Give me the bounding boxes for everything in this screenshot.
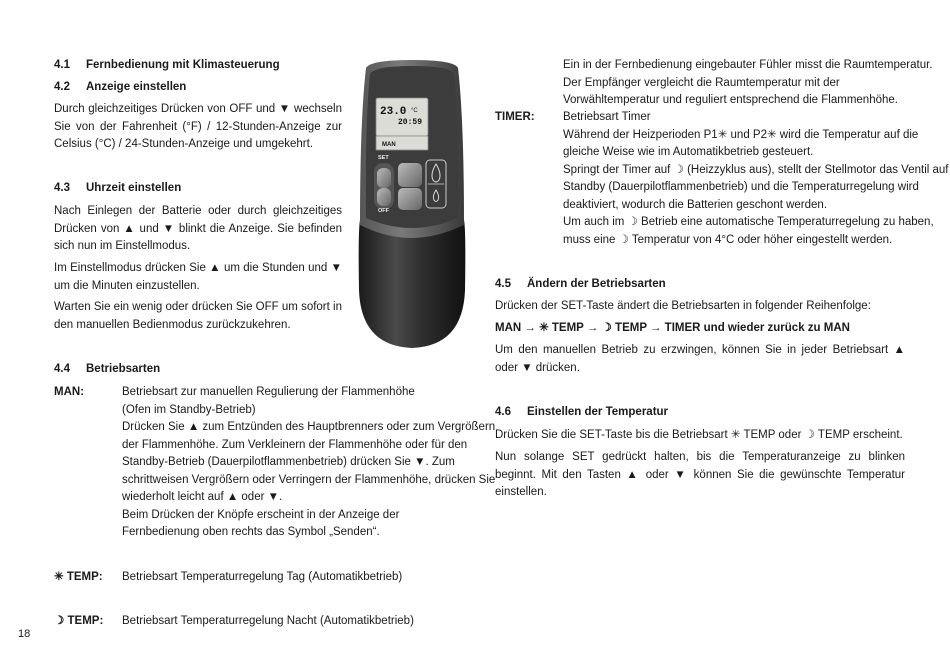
lcd-temperature: 23.0 (380, 106, 407, 118)
heading-4-3: 4.3 Uhrzeit einstellen (54, 182, 182, 194)
off-label: OFF (378, 208, 389, 214)
label-man: MAN: (54, 386, 85, 398)
heading-4-6: 4.6 Einstellen der Temperatur (495, 406, 669, 418)
paragraph-4-3-c: Warten Sie ein wenig oder drücken Sie OFF um sofort in den manuellen Bedienmodus zurückzukehren. (54, 301, 342, 331)
sun-temp-description: Betriebsart Temperaturregelung Tag (Automatikbetrieb) (122, 571, 403, 583)
lcd-mode: MAN (382, 142, 396, 148)
heading-4-5: 4.5 Ändern der Betriebsarten (495, 278, 666, 290)
paragraph-4-3-b: Im Einstellmodus drücken Sie ▲ um die Stunden und ▼ um die Minuten einzustellen. (54, 262, 342, 292)
set-label: SET (378, 155, 389, 161)
paragraph-4-3-a: Nach Einlegen der Batterie oder durch gleichzeitiges Drücken von ▲ und ▼ blinkt die Anzeige. Sie befinden sich nun im Einstellmodus. (54, 205, 342, 252)
paragraph-4-5-a: Drücken der SET-Taste ändert die Betriebsarten in folgender Reihenfolge: (495, 300, 871, 312)
lcd-time: 20:59 (398, 118, 423, 127)
heading-4-4: 4.4 Betriebsarten (54, 363, 161, 375)
label-sun-temp: ✳ TEMP: (54, 571, 103, 583)
page-number: 18 (18, 628, 31, 640)
heading-4-1: 4.1 Fernbedienung mit Klimasteuerung (54, 59, 280, 71)
moon-temp-description: Betriebsart Temperaturregelung Nacht (Automatikbetrieb) (122, 615, 414, 627)
paragraph-4-6-a: Drücken Sie die SET-Taste bis die Betriebsart ✳ TEMP oder ☽ TEMP erscheint. (495, 429, 903, 441)
paragraph-4-5-b: Um den manuellen Betrieb zu erzwingen, können Sie in jeder Betriebsart ▲ oder ▼ drücken. (495, 344, 905, 374)
heading-4-2: 4.2 Anzeige einstellen (54, 81, 187, 93)
lcd-unit: °C (411, 108, 418, 114)
mode-sequence: MAN → ✳ TEMP → ☽ TEMP → TIMER und wieder zurück zu MAN (495, 322, 850, 334)
remote-control-graphic (356, 60, 468, 350)
label-moon-temp: ☽ TEMP: (54, 615, 104, 627)
off-button[interactable] (377, 188, 391, 206)
paragraph-4-6-b: Nun solange SET gedrückt halten, bis die Temperaturanzeige zu blinken beginnt. Mit den Tasten ▲ oder ▼ können Sie die gewünschte Temperatur einstellen. (495, 451, 905, 498)
remote-control-illustration (356, 60, 468, 350)
set-button[interactable] (377, 168, 391, 188)
up-button[interactable] (398, 163, 422, 187)
paragraph-4-2: Durch gleichzeitiges Drücken von OFF und ▼ wechseln Sie von der Fahrenheit (°F) / 12-Stunden-Anzeige zur Celsius (°C) / 24-Stunden-Anzeige und umgekehrt. (54, 103, 342, 150)
down-button[interactable] (398, 188, 422, 210)
label-timer: TIMER: (495, 111, 535, 123)
